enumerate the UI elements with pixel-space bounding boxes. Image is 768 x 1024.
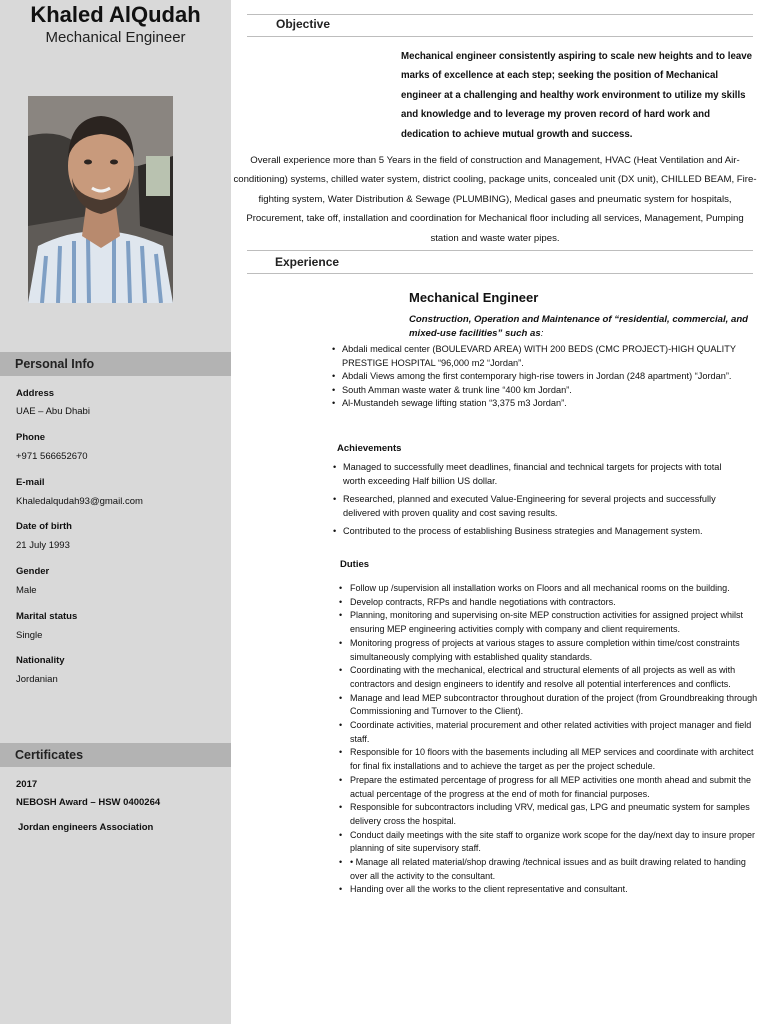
duty-item: • Responsible for subcontractors including VRV, medical gas, LPG and pneumatic system for samples delivery cross the hospital. [339, 801, 759, 828]
project-item: • Abdali medical center (BOULEVARD AREA) WITH 200 BEDS (CMC PROJECT)-HIGH QUALITY PRESTIGE HOSPITAL “96,000 m2 “Jordan”. [332, 343, 760, 370]
phone-value[interactable]: +971 566652670 [16, 451, 88, 462]
achievements-title: Achievements [337, 443, 402, 454]
duty-item: • Develop contracts, RFPs and handle negotiations with contractors. [339, 596, 759, 610]
objective-top-divider [247, 14, 753, 15]
experience-title: Experience [275, 255, 340, 269]
marital-status-label: Marital status [16, 611, 78, 622]
email-value[interactable]: Khaledalqudah93@gmail.com [16, 496, 143, 507]
nationality-value: Jordanian [16, 674, 58, 685]
duty-item: • Manage and lead MEP subcontractor throughout duration of the project (from Groundbreaking through Commissioning and Turnover to the Client). [339, 692, 759, 719]
duty-item: • Coordinating with the mechanical, electrical and structural elements of all projects as well as with contractors and design engineers to identify and resolve all potential interferences and conflicts. [339, 664, 759, 691]
gender-value: Male [16, 585, 37, 596]
profile-photo-illustration [28, 96, 173, 303]
project-item: • Abdali Views among the first contemporary high-rise towers in Jordan (248 apartment) “Jordan”. [332, 370, 760, 384]
achievement-item: • Contributed to the process of establishing Business strategies and Management system. [333, 525, 743, 539]
duty-item: • Responsible for 10 floors with the basements including all MEP services and coordinate with architect for final fix installations and to achieve the target as per the project schedule. [339, 746, 759, 773]
dob-label: Date of birth [16, 521, 72, 532]
experience-top-divider [247, 250, 753, 251]
certificate-association: Jordan engineers Association [18, 822, 154, 833]
experience-bottom-divider [247, 273, 753, 274]
duty-item: • Coordinate activities, material procurement and other related activities with project manager and field staff. [339, 719, 759, 746]
duty-item: • Planning, monitoring and supervising on-site MEP construction activities for assigned project whilst ensuring MEP engineering activities comply with company and client requirements. [339, 609, 759, 636]
duties-list [339, 582, 759, 897]
achievement-item: • Managed to successfully meet deadlines, financial and technical targets for projects with total worth exceeding Half billion US dollar. [333, 461, 743, 488]
objective-text: Mechanical engineer consistently aspiring to scale new heights and to leave marks of excellence at each step; seeking the position of Mechanical engineer at a challenging and healthy work environment to utilize my skills and knowledge and to leverage my proven record of hard work and dedication to achieve mutual growth and success. [401, 51, 753, 140]
gender-label: Gender [16, 566, 50, 577]
address-value: UAE – Abu Dhabi [16, 406, 90, 417]
experience-role: Mechanical Engineer [409, 290, 539, 305]
marital-status-value: Single [16, 630, 43, 641]
project-item: • Al-Mustandeh sewage lifting station “3,375 m3 Jordan”. [332, 397, 760, 411]
certificate-award: NEBOSH Award – HSW 0400264 [16, 797, 161, 808]
duty-item: • Monitoring progress of projects at various stages to assure completion within time/cost constraints simultaneously complying with established quality standards. [339, 637, 759, 664]
profile-photo [28, 96, 173, 303]
nationality-label: Nationality [16, 655, 65, 666]
overall-experience-text: Overall experience more than 5 Years in the field of construction and Management, HVAC (Heat Ventilation and Air-conditioning) systems, chilled water system, district cooling, package units, concealed unit (DX unit), CHILLED BEAM, Fire-fighting system, Water Distribution & Sewage (PLUMBING), Medical gases and pneumatic system for hospitals, Procurement, take off, installation and coordination for Mechanical floor including all services, Management, Pumping station and waste water pipes. [233, 155, 757, 244]
candidate-title: Mechanical Engineer [45, 29, 186, 46]
project-list [332, 343, 760, 411]
duty-item: • Follow up /supervision all installation works on Floors and all mechanical rooms on the building. [339, 582, 759, 596]
address-label: Address [16, 388, 55, 399]
project-item: • South Amman waste water & trunk line “400 km Jordan”. [332, 384, 760, 398]
objective-title: Objective [276, 17, 331, 31]
experience-description-text: Construction, Operation and Maintenance of “residential, commercial, and mixed-use facilities” such as [409, 314, 749, 339]
dob-value: 21 July 1993 [16, 540, 70, 551]
objective-bottom-divider [247, 36, 753, 37]
personal-info-header: Personal Info [0, 352, 231, 376]
experience-description [409, 313, 755, 340]
duty-item: • Handing over all the works to the client representative and consultant. [339, 883, 759, 897]
achievement-item: • Researched, planned and executed Value-Engineering for several projects and successfully delivered with proven quality and cost saving results. [333, 493, 743, 520]
experience-description-tail: : [540, 327, 544, 339]
duty-item: • • Manage all related material/shop drawing /technical issues and as built drawing related to handing over all the activity to the consultant. [339, 856, 759, 883]
duties-title: Duties [340, 559, 370, 570]
email-label: E-mail [16, 477, 45, 488]
sidebar [0, 0, 231, 1024]
candidate-name: Khaled AlQudah [30, 2, 201, 27]
achievements-list [333, 461, 743, 544]
certificate-year: 2017 [16, 779, 38, 790]
duty-item: • Conduct daily meetings with the site staff to organize work scope for the day/next day to insure proper planning of site supervisory staff. [339, 829, 759, 856]
phone-label: Phone [16, 432, 46, 443]
certificates-header: Certificates [0, 743, 231, 767]
duty-item: • Prepare the estimated percentage of progress for all MEP activities one month ahead and submit the actual percentage of the progress at the end of moth for financial purposes. [339, 774, 759, 801]
